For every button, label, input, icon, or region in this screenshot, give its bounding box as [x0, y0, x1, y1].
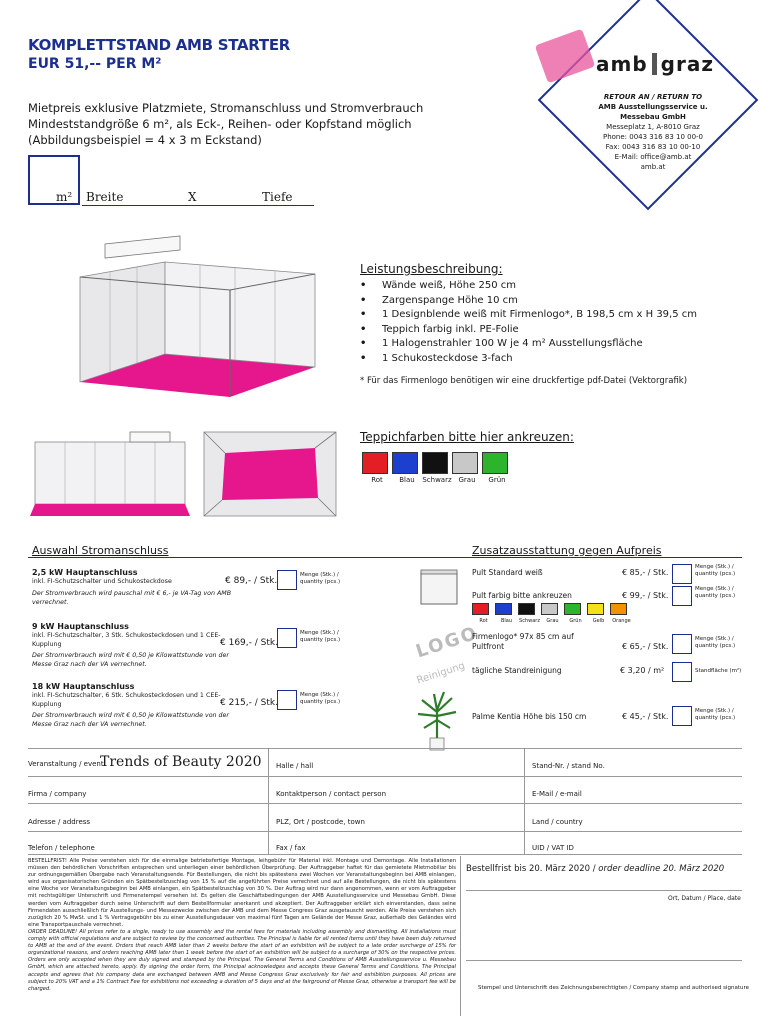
- pult-swatch-black[interactable]: [518, 603, 535, 615]
- pult-label: Schwarz: [519, 618, 540, 624]
- form-vline: [524, 748, 525, 854]
- form-vline: [268, 748, 269, 854]
- signature-label[interactable]: Stempel und Unterschrift des Zeichnungsberechtigten / Company stamp and authorised signature: [478, 985, 749, 991]
- pult-farbig-price: € 99,- / Stk.: [622, 591, 669, 600]
- pult-label: Blau: [500, 618, 513, 624]
- carpet-label: Grau: [458, 476, 476, 484]
- plz-field[interactable]: PLZ, Ort / postcode, town: [276, 818, 365, 826]
- dimension-underline: [82, 205, 314, 206]
- logo-left: amb: [596, 52, 648, 76]
- ort-datum-label[interactable]: Ort, Datum / Place, date: [668, 895, 741, 902]
- qty-box[interactable]: [277, 628, 297, 648]
- strom-item-note: Der Stromverbrauch wird mit € 0,50 je Kilowattstunde von der Messe Graz nach der VA verrechnet.: [32, 652, 229, 668]
- leistung-item: • 1 Designblende weiß mit Firmenlogo*, B 198,5 cm x H 39,5 cm: [360, 308, 697, 323]
- qty-label: Menge (Stk.) / quantity (pcs.): [695, 708, 736, 721]
- terms-text: [28, 858, 456, 993]
- qty-box[interactable]: [672, 706, 692, 726]
- return-address: [590, 92, 716, 172]
- qty-label: Menge (Stk.) / quantity (pcs.): [695, 636, 736, 649]
- qty-box[interactable]: [672, 662, 692, 682]
- carpet-swatch-blue[interactable]: [392, 452, 418, 474]
- land-field[interactable]: Land / country: [532, 818, 583, 826]
- company-logo: [596, 52, 714, 76]
- pult-swatch-yellow[interactable]: [587, 603, 604, 615]
- firmenlogo-label: Firmenlogo* 97x 85 cm auf Pultfront: [472, 632, 574, 651]
- signature-line: [466, 960, 742, 961]
- carpet-swatch-black[interactable]: [422, 452, 448, 474]
- pult-label: Rot: [479, 618, 488, 624]
- pult-swatch-orange[interactable]: [610, 603, 627, 615]
- pult-swatch-blue[interactable]: [495, 603, 512, 615]
- reinigung-price: € 3,20 / m²: [620, 666, 665, 675]
- carpet-swatch-red[interactable]: [362, 452, 388, 474]
- qty-box[interactable]: [672, 564, 692, 584]
- pult-farbig-label: Pult farbig bitte ankreuzen: [472, 591, 572, 600]
- intro-line-1: Mietpreis exklusive Platzmiete, Stromanschluss und Stromverbrauch: [28, 101, 424, 115]
- teppich-heading: Teppichfarben bitte hier ankreuzen:: [360, 430, 574, 444]
- deadline: [466, 864, 724, 874]
- return-line-0: AMB Ausstellungsservice u.: [598, 103, 708, 111]
- pult-swatch-grey[interactable]: [541, 603, 558, 615]
- return-heading: RETOUR AN / RETURN TO: [603, 93, 703, 101]
- carpet-label: Schwarz: [422, 476, 452, 484]
- logo-right: graz: [660, 52, 714, 76]
- return-line-6: amb.at: [640, 163, 666, 171]
- leistung-item: • 1 Schukosteckdose 3-fach: [360, 352, 697, 367]
- strom-item-note: Der Stromverbrauch wird mit € 0,50 je Kilowattstunde von der Messe Graz nach der VA verrechnet.: [32, 712, 229, 728]
- booth-illustration-top: [200, 428, 340, 520]
- telefon-field[interactable]: Telefon / telephone: [28, 844, 95, 852]
- booth-illustration-front: [30, 430, 190, 520]
- intro-line-3: (Abbildungsbeispiel = 4 x 3 m Eckstand): [28, 133, 262, 147]
- deadline-de: Bestellfrist bis 20. März 2020 /: [466, 864, 599, 874]
- veranstaltung-label: Veranstaltung / event: [28, 760, 104, 768]
- page-title: KOMPLETTSTAND AMB STARTER: [28, 36, 291, 54]
- event-name[interactable]: Trends of Beauty 2020: [100, 754, 262, 770]
- form-top-line: [28, 748, 742, 749]
- leistungen-heading: Leistungsbeschreibung:: [360, 262, 503, 276]
- pult-standard-price: € 85,- / Stk.: [622, 568, 669, 577]
- strom-heading: Auswahl Stromanschluss: [32, 544, 169, 557]
- reinigung-label: tägliche Standreinigung: [472, 666, 562, 675]
- email-field[interactable]: E-Mail / e-mail: [532, 790, 582, 798]
- carpet-label: Grün: [488, 476, 506, 484]
- leistung-item: • Teppich farbig inkl. PE-Folie: [360, 323, 697, 338]
- zusatz-heading: Zusatzausstattung gegen Aufpreis: [472, 544, 662, 557]
- pult-label: Grau: [546, 618, 559, 624]
- leistung-item: • Zargenspange Höhe 10 cm: [360, 294, 697, 309]
- return-line-3: Phone: 0043 316 83 10 00-0: [602, 133, 704, 141]
- m2-label: m²: [56, 190, 73, 204]
- return-line-5: E-Mail: office@amb.at: [614, 153, 692, 161]
- strom-item-desc: inkl. FI-Schutzschalter, 3 Stk. Schukosteckdosen und 1 CEE-Kupplung: [32, 632, 221, 648]
- qty-label: Menge (Stk.) / quantity (pcs.): [695, 564, 736, 577]
- pult-label: Grün: [569, 618, 582, 624]
- booth-illustration-main: [70, 232, 320, 402]
- kontakt-field[interactable]: Kontaktperson / contact person: [276, 790, 387, 798]
- qty-box[interactable]: [672, 634, 692, 654]
- qty-box[interactable]: [277, 570, 297, 590]
- palme-label: Palme Kentia Höhe bis 150 cm: [472, 712, 587, 721]
- logo-bar-icon: [652, 53, 657, 75]
- qty-label: Menge (Stk.) / quantity (pcs.): [695, 586, 736, 599]
- teppich-swatches: [362, 452, 508, 474]
- pult-swatch-green[interactable]: [564, 603, 581, 615]
- form-line: [28, 803, 742, 804]
- halle-field[interactable]: Halle / hall: [276, 762, 314, 770]
- return-line-2: Messeplatz 1, A-8010 Graz: [606, 123, 700, 131]
- pult-label: Orange: [612, 618, 631, 624]
- strom-item-price: € 215,- / Stk.: [220, 698, 278, 708]
- qty-box[interactable]: [672, 586, 692, 606]
- reinigung-unit: Standfläche (m²): [695, 668, 742, 674]
- carpet-label: Rot: [371, 476, 383, 484]
- form-line: [28, 831, 742, 832]
- carpet-swatch-green[interactable]: [482, 452, 508, 474]
- leistungen-list: [360, 279, 697, 366]
- strom-item-title: 2,5 kW Hauptanschluss: [32, 568, 138, 577]
- pult-swatch-labels: [472, 618, 633, 624]
- tiefe-label: Tiefe: [262, 190, 293, 204]
- qty-label: Menge (Stk.) / quantity (pcs.): [300, 692, 341, 705]
- fax-field[interactable]: Fax / fax: [276, 844, 306, 852]
- strom-item-price: € 89,- / Stk.: [225, 576, 278, 586]
- section-divider: [28, 557, 742, 558]
- strom-item-note: Der Stromverbrauch wird pauschal mit € 6,- je VA-Tag von AMB verrechnet.: [32, 590, 232, 606]
- x-label: X: [188, 190, 197, 204]
- logo-graphic: LOGO: [413, 622, 481, 663]
- adresse-field[interactable]: Adresse / address: [28, 818, 91, 826]
- pult-standard-label: Pult Standard weiß: [472, 568, 543, 577]
- palme-icon: [414, 690, 460, 752]
- reinigung-graphic: Reinigung: [415, 660, 467, 687]
- leistung-item: • 1 Halogenstrahler 100 W je 4 m² Ausstellungsfläche: [360, 337, 697, 352]
- teppich-labels: [362, 476, 512, 484]
- uid-field[interactable]: UID / VAT ID: [532, 844, 574, 852]
- carpet-label: Blau: [399, 476, 415, 484]
- terms-de: BESTELLFRIST! Alle Preise verstehen sich für die einmalige betriebsfertige Montage, leihgebühr für Material inkl. Montage und Demontage. Alle Installationen müssen den behördlichen Vorschriften entsprechen und unterliegen einer behördlichen Überprüfung. Der Auftraggeber haftet für das gemietete Mietmobiliar bis zur ordnungsgemäßen Übergabe nach Veranstaltungsende. Für Bestellungen, die nicht bis spätestens zwei Wochen vor Veranstaltungsbeginn bei AMB einlangen, wird aus organisatorischen Gründen ein Spätbestellzuschlag von 15 % auf die angeführten Preise verrechnet und auf alle Bestellungen, die nicht bis spätestens eine Woche vor Veranstaltungsbeginn bei AMB einlangen, ein Spätbestellzuschlag von 30 %. Der Auftrag wird nur dann angenommen, wenn er vom Auftraggeber mit rechtsgültiger Unterschrift und Firmenstempel versehen ist. Es gelten die Geschäftsbedingungen der AMB Ausstellungsservice und Messebau GmbH. Diese werden vom Auftraggeber durch seine Unterschrift auf dem Bestellformular anerkannt und akzeptiert. Der Auftraggeber erklärt sich einverstanden, dass seine Firmendaten ausschließlich für Ausstellungs- und Messezwecke zwischen der AMB und dem Messe Congress Graz ausgetauscht werden. Alle Preise verstehen sich zuzüglich 20 % MwSt. und 1 % Vertragsgebühr bis zu einer Ausstellungsdauer von maximal fünf Tagen am Gelände der Messe Graz, außerhalb des Geländes wird eine Transportpauschale verrechnet.: [28, 858, 456, 928]
- firma-field[interactable]: Firma / company: [28, 790, 87, 798]
- form-line: [28, 776, 742, 777]
- return-line-1: Messebau GmbH: [620, 113, 686, 121]
- strom-item-price: € 169,- / Stk.: [220, 638, 278, 648]
- pult-swatches: [472, 603, 627, 615]
- form-line: [28, 854, 742, 855]
- terms-en: ORDER DEADLINE! All prices refer to a single, ready to use assembly and the rental fees for materials including assembly and dismantling. All installations must comply with official regulations and are subject to review by the concerned authorities. The Principal is liable for all rented items until they have been duly returned to AMB at the end of the event. Orders that reach AMB later than 2 weeks before the start of an exhibition will be subject to a late order surcharge of 15% for organizational reasons, and orders reaching AMB later than 1 week before the start of an exhibition will be subject to a surcharge of 30% on the respective prices. Orders are only accepted when they are duly signed and stamped by the Principal. The General Terms and Conditions of AMB Ausstellungsservice u. Messebau GmbH, which are attached hereto, apply. By signing the order form, the Principal acknowledges and accepts these General Terms and Conditions. The Principal accepts and agrees that his company data are exchanged between AMB and Messe Congress Graz exclusively for fair and exhibition purposes. All prices are subject to 20% VAT and a 1% Contract Fee for exhibitions not exceeding a duration of 5 days and at the fairground of Messe Graz, otherwise a transport fee will be charged.: [28, 928, 456, 992]
- leistung-item: • Wände weiß, Höhe 250 cm: [360, 279, 697, 294]
- logo-note: * Für das Firmenlogo benötigen wir eine druckfertige pdf-Datei (Vektorgrafik): [360, 376, 688, 386]
- carpet-swatch-grey[interactable]: [452, 452, 478, 474]
- strom-item-desc: inkl. FI-Schutzschalter und Schukosteckdose: [32, 578, 172, 585]
- terms-divider: [460, 856, 461, 1016]
- breite-label: Breite: [86, 190, 124, 204]
- stand-field[interactable]: Stand-Nr. / stand No.: [532, 762, 605, 770]
- pult-label: Gelb: [592, 618, 605, 624]
- price-line: EUR 51,-- PER M²: [28, 56, 162, 72]
- strom-item-desc: inkl. FI-Schutzschalter, 6 Stk. Schukosteckdosen und 1 CEE-Kupplung: [32, 692, 221, 708]
- pult-icon: [418, 568, 460, 608]
- qty-box[interactable]: [277, 690, 297, 710]
- deadline-line: [466, 890, 742, 891]
- pult-swatch-red[interactable]: [472, 603, 489, 615]
- qty-label: Menge (Stk.) / quantity (pcs.): [300, 630, 341, 643]
- qty-label: Menge (Stk.) / quantity (pcs.): [300, 572, 341, 585]
- strom-item-title: 9 kW Hauptanschluss: [32, 622, 129, 631]
- palme-price: € 45,- / Stk.: [622, 712, 669, 721]
- return-line-4: Fax: 0043 316 83 10 00-10: [605, 143, 701, 151]
- deadline-en: order deadline 20. März 2020: [598, 864, 725, 874]
- firmenlogo-price: € 65,- / Stk.: [622, 642, 669, 651]
- strom-item-title: 18 kW Hauptanschluss: [32, 682, 135, 691]
- intro-line-2: Mindeststandgröße 6 m², als Eck-, Reihen- oder Kopfstand möglich: [28, 117, 412, 131]
